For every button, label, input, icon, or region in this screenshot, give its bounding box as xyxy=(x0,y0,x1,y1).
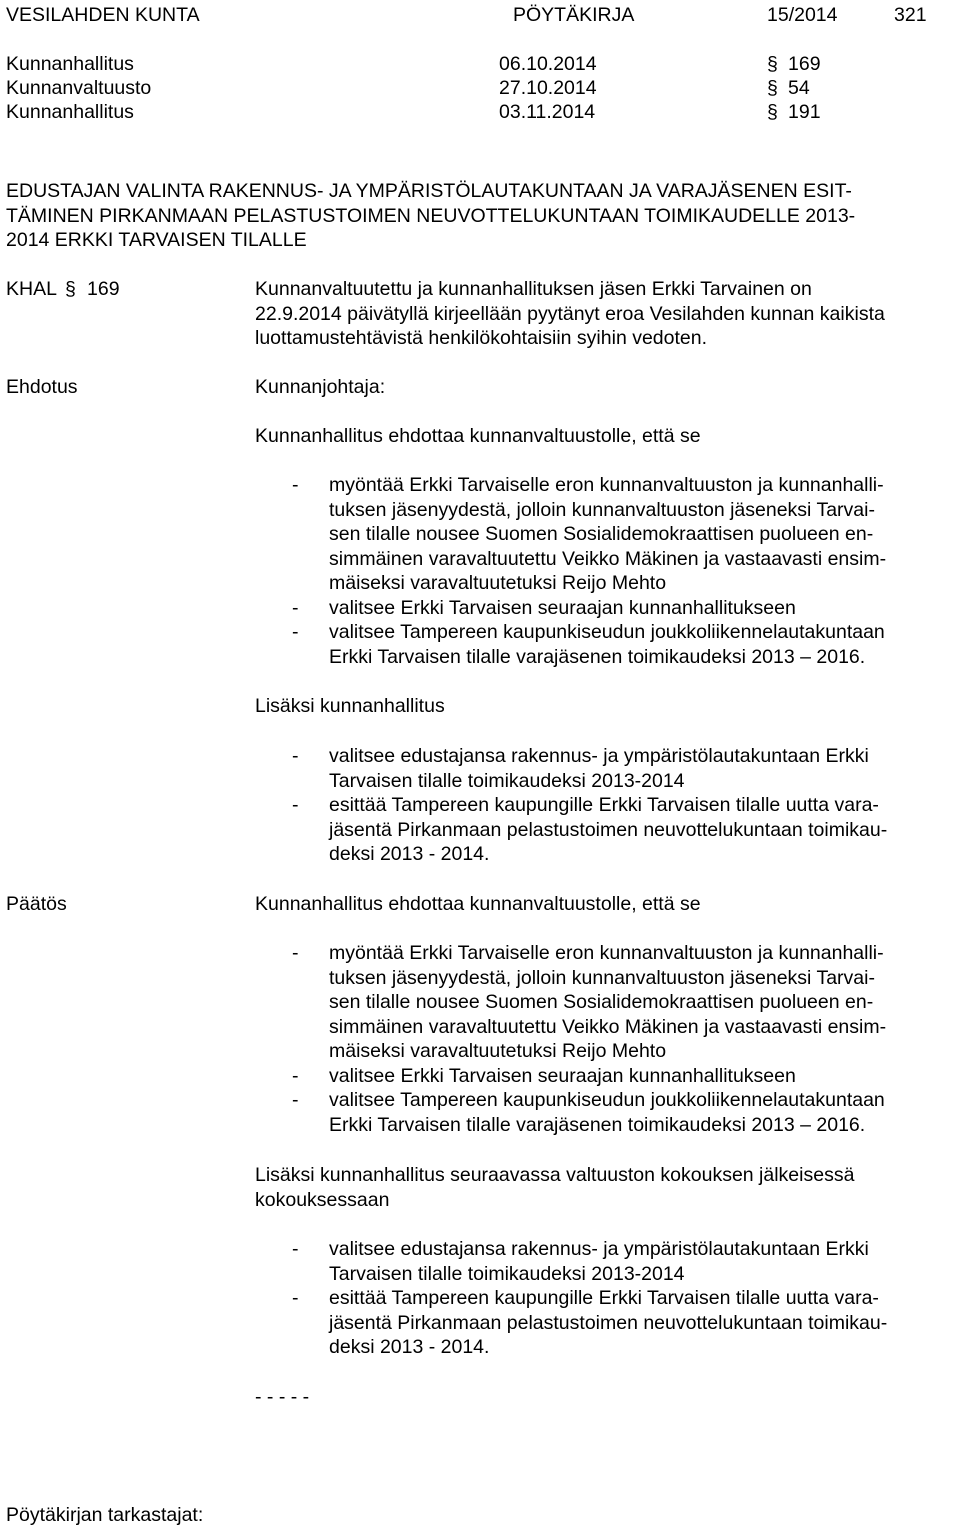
title-line: EDUSTAJAN VALINTA RAKENNUS- JA YMPÄRISTÖLAUTAKUNTAAN JA VARAJÄSENEN ESIT- xyxy=(6,180,852,202)
list-item-line: Tarvaisen tilalle toimikaudeksi 2013-2014 xyxy=(329,1262,685,1285)
list-dash: - xyxy=(292,596,299,619)
paragraph-line: luottamustehtävistä henkilökohtaisiin syihin vedoten. xyxy=(255,327,708,349)
list-item-line: valitsee edustajansa rakennus- ja ympäristölautakuntaan Erkki xyxy=(329,745,869,767)
municipality-name: VESILAHDEN KUNTA xyxy=(6,4,200,26)
list-item xyxy=(292,596,886,621)
list-item xyxy=(292,744,887,793)
list-dash: - xyxy=(292,474,299,496)
list-item-line: jäsentä Pirkanmaan pelastustoimen neuvottelukuntaan toimikau- xyxy=(329,818,888,841)
proposal-presenter: Kunnanjohtaja: xyxy=(255,376,386,398)
decision-list xyxy=(292,941,886,1137)
paragraph-line: Kunnanvaltuutettu ja kunnanhallituksen jäsen Erkki Tarvainen on xyxy=(255,278,812,300)
list-item-line: Erkki Tarvaisen tilalle varajäsenen toimikaudeksi 2013 – 2016. xyxy=(329,645,866,668)
list-item-line: Tarvaisen tilalle toimikaudeksi 2013-2014 xyxy=(329,769,685,792)
list-item xyxy=(292,1237,887,1286)
meeting-date: 03.11.2014 xyxy=(499,101,596,123)
list-item-line: deksi 2013 - 2014. xyxy=(329,1336,490,1358)
list-item-line: simmäinen varavaltuutettu Veikko Mäkinen ja vastaavasti ensim- xyxy=(329,1015,887,1038)
proposal-additional-list xyxy=(292,744,887,867)
proposal-label: Ehdotus xyxy=(6,376,78,398)
list-item-line: valitsee Tampereen kaupunkiseudun joukkoliikennelautakuntaan xyxy=(329,1089,885,1111)
list-item-line: tuksen jäsenyydestä, jolloin kunnanvaltuuston jäseneksi Tarvai- xyxy=(329,498,875,521)
inspectors-label: Pöytäkirjan tarkastajat: xyxy=(6,1504,204,1526)
list-item xyxy=(292,1286,887,1360)
list-dash: - xyxy=(292,1089,299,1111)
section-symbol: § xyxy=(65,278,76,300)
list-item-line: myöntää Erkki Tarvaiselle eron kunnanvaltuuston ja kunnanhalli- xyxy=(329,942,884,964)
list-item xyxy=(292,620,886,669)
end-mark: - - - - - xyxy=(255,1386,310,1408)
proposal-intro: Kunnanhallitus ehdottaa kunnanvaltuustolle, että se xyxy=(255,425,701,447)
title-line: 2014 ERKKI TARVAISEN TILALLE xyxy=(6,229,307,251)
meeting-section: 54 xyxy=(788,77,810,99)
list-item-line: valitsee Tampereen kaupunkiseudun joukkoliikennelautakuntaan xyxy=(329,621,885,643)
paragraph-line: kokouksessaan xyxy=(255,1188,390,1211)
list-item-line: valitsee edustajansa rakennus- ja ympäristölautakuntaan Erkki xyxy=(329,1238,869,1260)
meeting-body: Kunnanhallitus xyxy=(6,53,134,75)
list-dash: - xyxy=(292,621,299,643)
list-dash: - xyxy=(292,1287,299,1309)
meeting-date: 06.10.2014 xyxy=(499,53,597,75)
meeting-section: 169 xyxy=(788,53,821,75)
list-item-line: mäiseksi varavaltuutetuksi Reijo Mehto xyxy=(329,1040,667,1062)
list-item xyxy=(292,793,887,867)
list-item-line: deksi 2013 - 2014. xyxy=(329,843,490,865)
section-symbol: § xyxy=(767,101,778,123)
list-item xyxy=(292,1088,886,1137)
section-symbol: § xyxy=(767,77,778,99)
proposal-additional-intro: Lisäksi kunnanhallitus xyxy=(255,695,445,717)
list-dash: - xyxy=(292,794,299,816)
list-dash: - xyxy=(292,1238,299,1260)
paragraph-line: 22.9.2014 päivätyllä kirjeellään pyytänyt eroa Vesilahden kunnan kaikista xyxy=(255,302,885,325)
decision-label: Päätös xyxy=(6,893,67,915)
list-item-line: myöntää Erkki Tarvaiselle eron kunnanvaltuuston ja kunnanhalli- xyxy=(329,474,884,496)
page-number: 321 xyxy=(894,4,927,26)
meeting-date: 27.10.2014 xyxy=(499,77,597,99)
khal-section-number: 169 xyxy=(87,278,120,300)
list-item-line: tuksen jäsenyydestä, jolloin kunnanvaltuuston jäseneksi Tarvai- xyxy=(329,966,875,989)
section-symbol: § xyxy=(767,53,778,75)
list-item xyxy=(292,941,886,1064)
list-item xyxy=(292,1064,886,1089)
list-item-line: sen tilalle nousee Suomen Sosialidemokraattisen puolueen en- xyxy=(329,991,874,1013)
list-item-line: esittää Tampereen kaupungille Erkki Tarvaisen tilalle uutta vara- xyxy=(329,794,879,816)
list-item-line: valitsee Erkki Tarvaisen seuraajan kunnanhallitukseen xyxy=(329,1064,796,1087)
list-item-line: valitsee Erkki Tarvaisen seuraajan kunnanhallitukseen xyxy=(329,596,796,619)
list-dash: - xyxy=(292,1064,299,1087)
decision-additional-intro xyxy=(255,1163,854,1212)
khal-label: KHAL xyxy=(6,278,57,300)
list-item-line: jäsentä Pirkanmaan pelastustoimen neuvottelukuntaan toimikau- xyxy=(329,1311,888,1334)
khal-text xyxy=(255,277,885,351)
meeting-body: Kunnanhallitus xyxy=(6,101,134,123)
meeting-body: Kunnanvaltuusto xyxy=(6,77,152,99)
meeting-section: 191 xyxy=(788,101,821,123)
decision-additional-list xyxy=(292,1237,887,1360)
document-type: PÖYTÄKIRJA xyxy=(513,4,635,26)
list-item-line: sen tilalle nousee Suomen Sosialidemokraattisen puolueen en- xyxy=(329,523,874,545)
list-item-line: mäiseksi varavaltuutetuksi Reijo Mehto xyxy=(329,572,667,594)
list-item-line: simmäinen varavaltuutettu Veikko Mäkinen ja vastaavasti ensim- xyxy=(329,547,887,570)
document-number: 15/2014 xyxy=(767,4,838,26)
list-item-line: Erkki Tarvaisen tilalle varajäsenen toimikaudeksi 2013 – 2016. xyxy=(329,1113,866,1136)
document-title xyxy=(6,179,855,253)
title-line: TÄMINEN PIRKANMAAN PELASTUSTOIMEN NEUVOTTELUKUNTAAN TOIMIKAUDELLE 2013- xyxy=(6,204,856,227)
list-item-line: esittää Tampereen kaupungille Erkki Tarvaisen tilalle uutta vara- xyxy=(329,1287,879,1309)
list-dash: - xyxy=(292,942,299,964)
decision-intro: Kunnanhallitus ehdottaa kunnanvaltuustolle, että se xyxy=(255,893,701,915)
paragraph-line: Lisäksi kunnanhallitus seuraavassa valtuuston kokouksen jälkeisessä xyxy=(255,1164,855,1186)
list-dash: - xyxy=(292,745,299,767)
list-item xyxy=(292,473,886,596)
proposal-list xyxy=(292,473,886,669)
